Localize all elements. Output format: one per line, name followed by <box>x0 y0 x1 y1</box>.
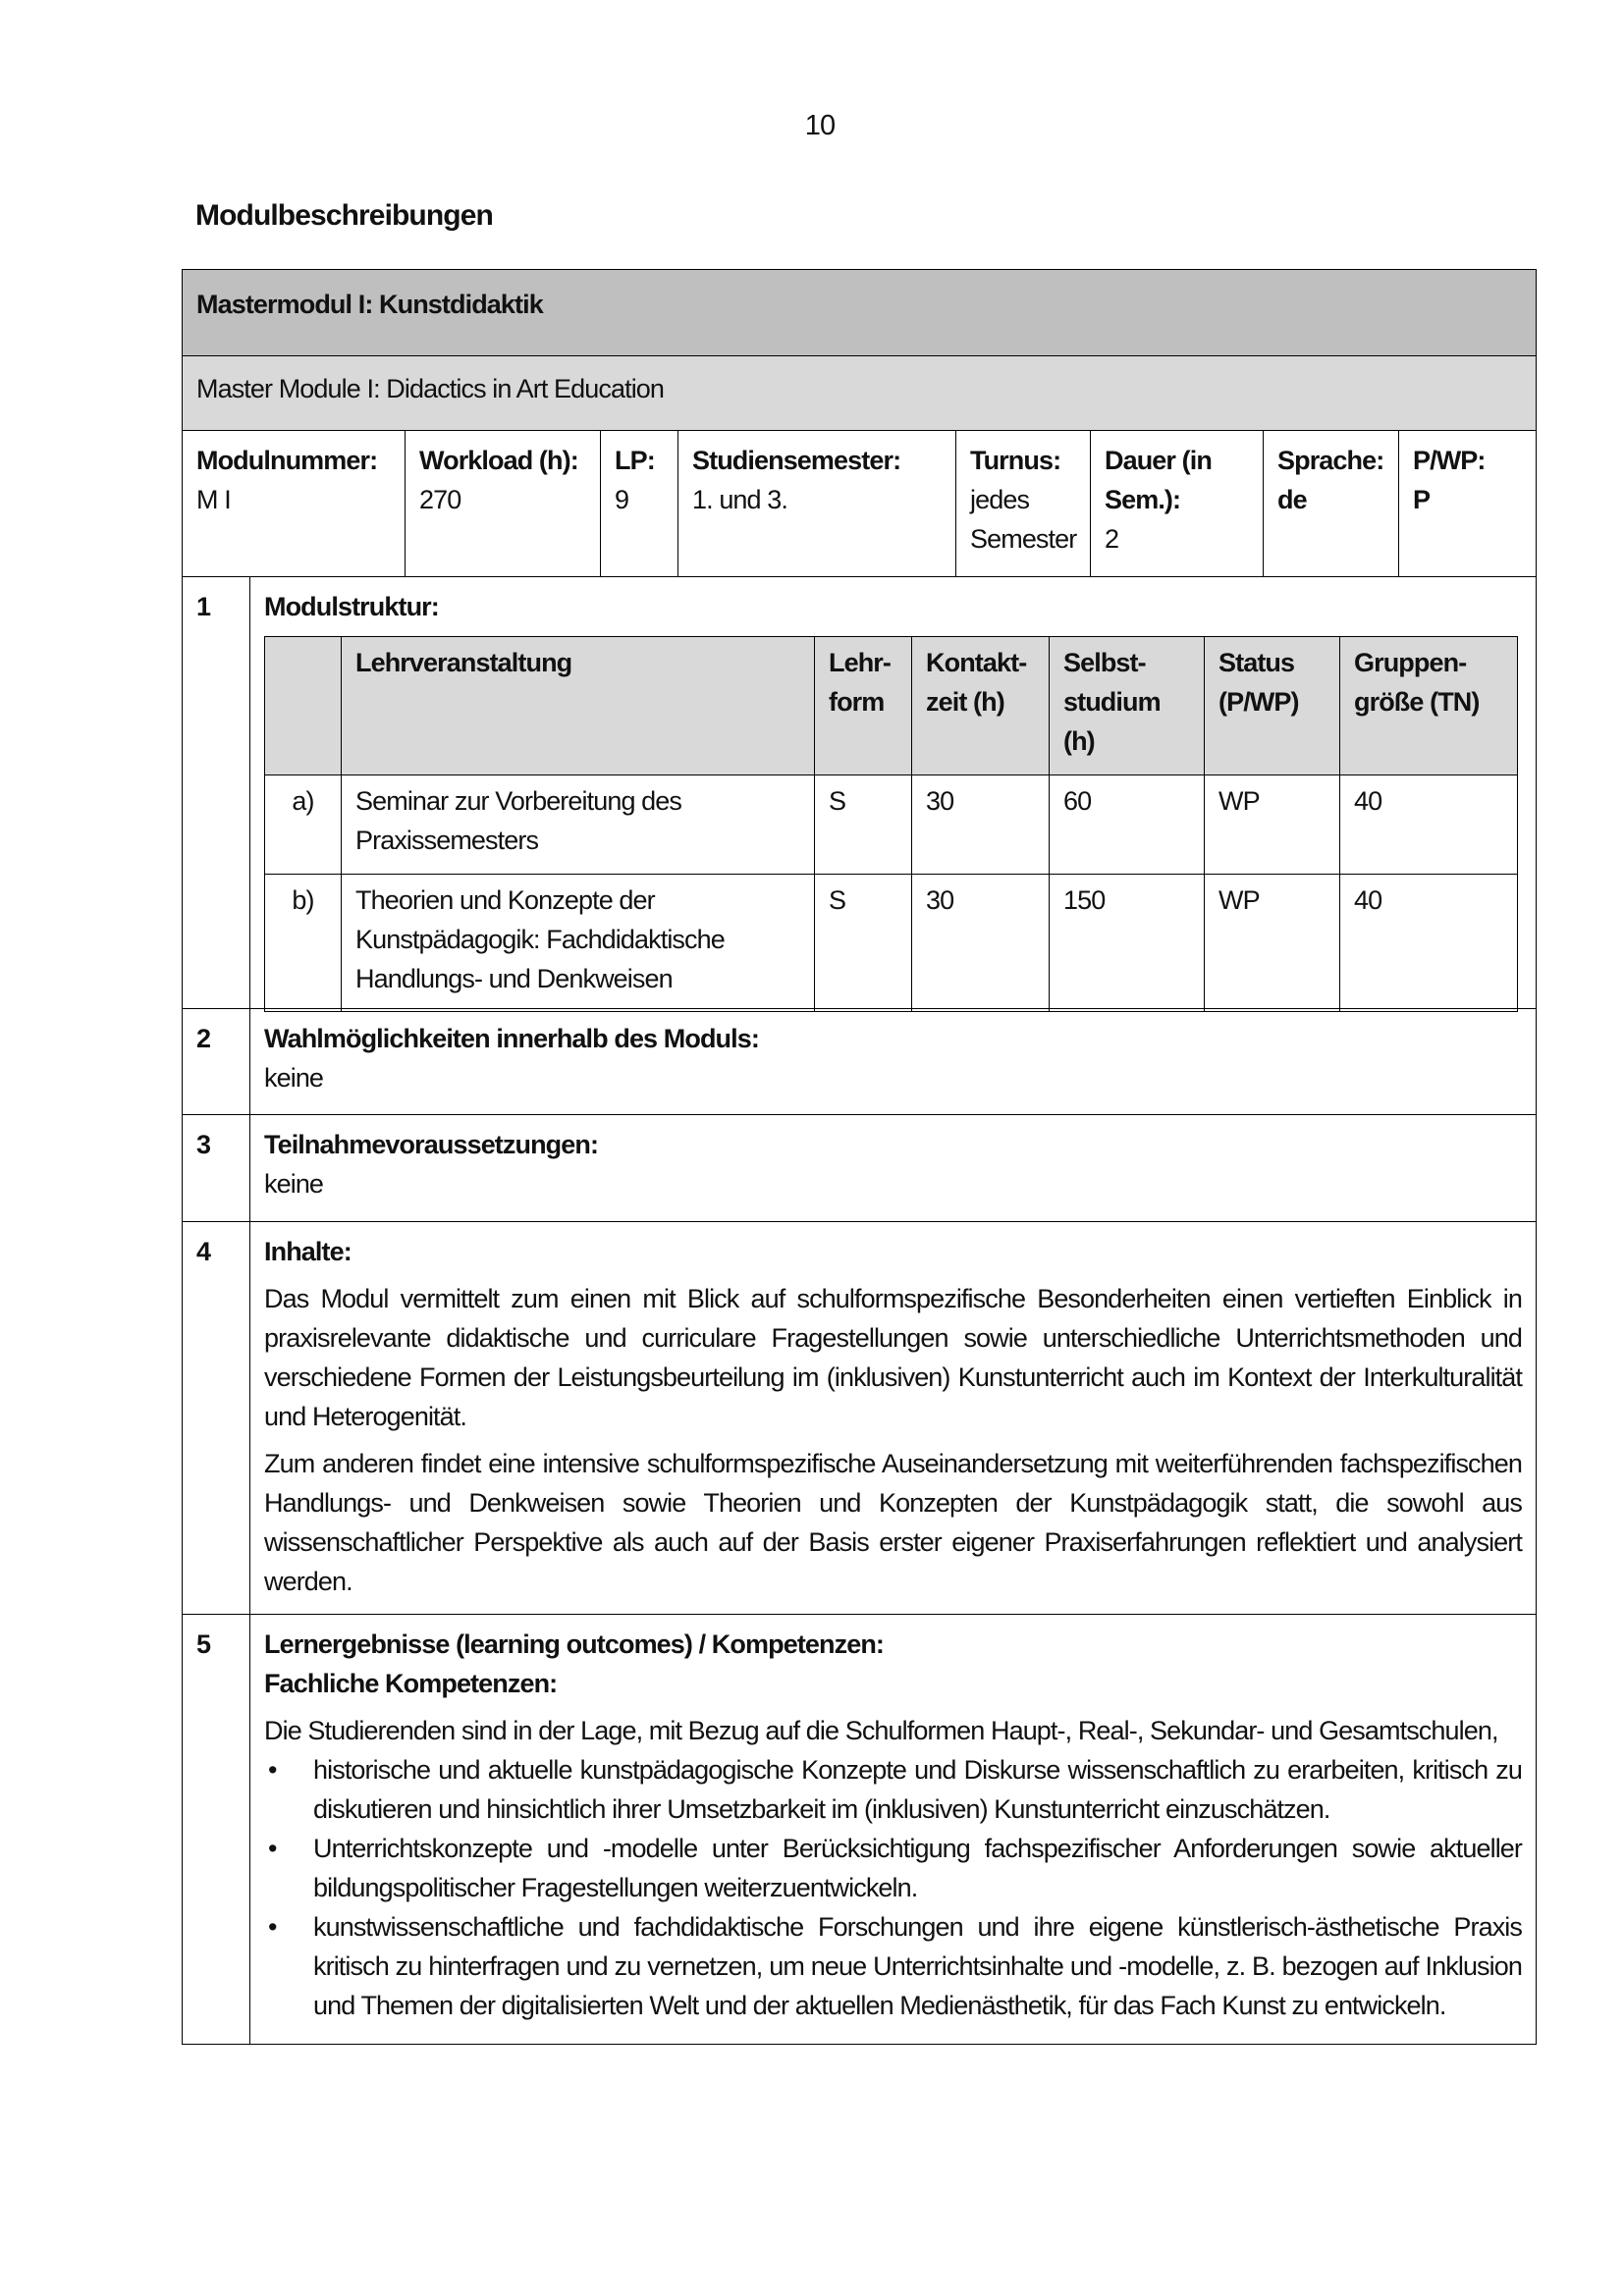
section-title: Inhalte: <box>264 1237 352 1266</box>
section-title: Modulstruktur: <box>264 592 439 621</box>
page-heading: Modulbeschreibungen <box>195 199 493 232</box>
cell: a) <box>265 775 342 875</box>
section-text: keine <box>264 1063 324 1093</box>
section-3 <box>183 1115 1536 1222</box>
section-4 <box>183 1222 1536 1615</box>
meta-studiensemester <box>678 431 956 576</box>
list-item: • historische und aktuelle kunstpädagogische Konzepte und Diskurse wissenschaftlich zu erarbeiten, kritisch zu diskutieren und hinsichtlich ihrer Umsetzbarkeit im (inklusiven) Kunstunterricht einzuschätzen. <box>264 1750 1522 1829</box>
section-text: keine <box>264 1169 324 1199</box>
meta-label: P/WP: <box>1413 446 1486 475</box>
table-row <box>265 875 1518 1012</box>
section-title: Lernergebnisse (learning outcomes) / Kompetenzen: <box>264 1629 885 1659</box>
table-row <box>265 775 1518 875</box>
section-number: 2 <box>183 1009 250 1114</box>
meta-sprache <box>1264 431 1399 576</box>
meta-workload <box>406 431 601 576</box>
cell: 30 <box>912 875 1050 1012</box>
section-body <box>250 1615 1536 2044</box>
section-title: Teilnahmevoraussetzungen: <box>264 1130 599 1159</box>
meta-value: P <box>1413 485 1431 514</box>
cell: 60 <box>1050 775 1205 875</box>
meta-value: 1. und 3. <box>692 485 787 514</box>
col-header: Status (P/WP) <box>1205 637 1340 775</box>
cell: 40 <box>1340 775 1518 875</box>
meta-pwp <box>1399 431 1536 576</box>
meta-value: de <box>1277 485 1307 514</box>
list-item: • kunstwissenschaftliche und fachdidaktische Forschungen und ihre eigene künstlerisch-ästhetische Praxis kritisch zu hinterfragen und zu vernetzen, um neue Unterrichtsinhalte und -modelle, z. B. bezogen auf Inklusion und Themen der digitalisierten Welt und der aktuellen Medienästhetik, für das Fach Kunst zu entwickeln. <box>264 1907 1522 2025</box>
section-body <box>250 1009 1536 1114</box>
cell: S <box>815 875 912 1012</box>
meta-value: 2 <box>1105 524 1119 554</box>
meta-value: 9 <box>615 485 629 514</box>
section-number: 1 <box>183 577 250 1008</box>
meta-modulnummer <box>183 431 406 576</box>
section-body <box>250 1222 1536 1614</box>
section-2 <box>183 1009 1536 1115</box>
paragraph: Das Modul vermittelt zum einen mit Blick auf schulformspezifische Besonderheiten einen vertieften Einblick in praxisrelevante didaktische und curriculare Fragestellungen sowie unterschiedliche Unterrichtsmethoden und verschiedene Formen der Leistungsbeurteilung im (inklusiven) Kunstunterricht auch im Kontext der Interkulturalität und Heterogenität. <box>264 1284 1522 1431</box>
meta-label: Sprache: <box>1277 446 1384 475</box>
competency-list <box>264 1750 1522 2025</box>
module-title-en: Master Module I: Didactics in Art Education <box>183 356 1536 431</box>
cell: WP <box>1205 775 1340 875</box>
meta-lp <box>601 431 678 576</box>
meta-dauer <box>1091 431 1264 576</box>
meta-label: Modulnummer: <box>196 446 378 475</box>
paragraph: Die Studierenden sind in der Lage, mit Bezug auf die Schulformen Haupt-, Real-, Sekundar- und Gesamtschulen, <box>264 1716 1498 1745</box>
module-meta-row <box>183 431 1536 577</box>
page-number: 10 <box>804 110 836 141</box>
meta-label: Studiensemester: <box>692 446 901 475</box>
cell: b) <box>265 875 342 1012</box>
meta-label: Workload (h): <box>419 446 578 475</box>
section-body <box>250 1115 1536 1221</box>
section-1 <box>183 577 1536 1009</box>
paragraph: Zum anderen findet eine intensive schulformspezifische Auseinandersetzung mit weiterführenden fachspezifischen Handlungs- und Denkweisen sowie Theorien und Konzepten der Kunstpädagogik statt, die sowohl aus wissenschaftlicher Perspektive als auch auf der Basis erster eigener Praxiserfahrungen reflektiert und analysiert werden. <box>264 1449 1522 1596</box>
cell: WP <box>1205 875 1340 1012</box>
meta-value: M I <box>196 485 231 514</box>
col-header: Lehr-form <box>815 637 912 775</box>
cell: 150 <box>1050 875 1205 1012</box>
col-header: Kontakt-zeit (h) <box>912 637 1050 775</box>
cell: 30 <box>912 775 1050 875</box>
cell: Seminar zur Vorbereitung des Praxissemesters <box>342 775 815 875</box>
module-table <box>182 269 1537 2045</box>
col-header: Selbst-studium (h) <box>1050 637 1205 775</box>
section-number: 3 <box>183 1115 250 1221</box>
meta-value: 270 <box>419 485 461 514</box>
meta-label: Dauer (in Sem.): <box>1105 446 1212 514</box>
meta-label: Turnus: <box>970 446 1061 475</box>
course-table <box>264 636 1518 1012</box>
col-header <box>265 637 342 775</box>
cell: Theorien und Konzepte der Kunstpädagogik: Fachdidaktische Handlungs- und Denkweisen <box>342 875 815 1012</box>
cell: 40 <box>1340 875 1518 1012</box>
section-title: Wahlmöglichkeiten innerhalb des Moduls: <box>264 1024 759 1053</box>
meta-label: LP: <box>615 446 655 475</box>
section-body <box>250 577 1536 1008</box>
course-table-header <box>265 637 1518 775</box>
section-5 <box>183 1615 1536 2044</box>
section-number: 4 <box>183 1222 250 1614</box>
section-number: 5 <box>183 1615 250 2044</box>
col-header: Lehrveranstaltung <box>342 637 815 775</box>
cell: S <box>815 775 912 875</box>
meta-turnus <box>956 431 1091 576</box>
list-item: • Unterrichtskonzepte und -modelle unter Berücksichtigung fachspezifischer Anforderungen sowie aktueller bildungspolitischer Fragestellungen weiterzuentwickeln. <box>264 1829 1522 1907</box>
section-subtitle: Fachliche Kompetenzen: <box>264 1669 558 1698</box>
meta-value: jedes Semester <box>970 485 1077 554</box>
col-header: Gruppen-größe (TN) <box>1340 637 1518 775</box>
module-title-de: Mastermodul I: Kunstdidaktik <box>183 270 1536 356</box>
